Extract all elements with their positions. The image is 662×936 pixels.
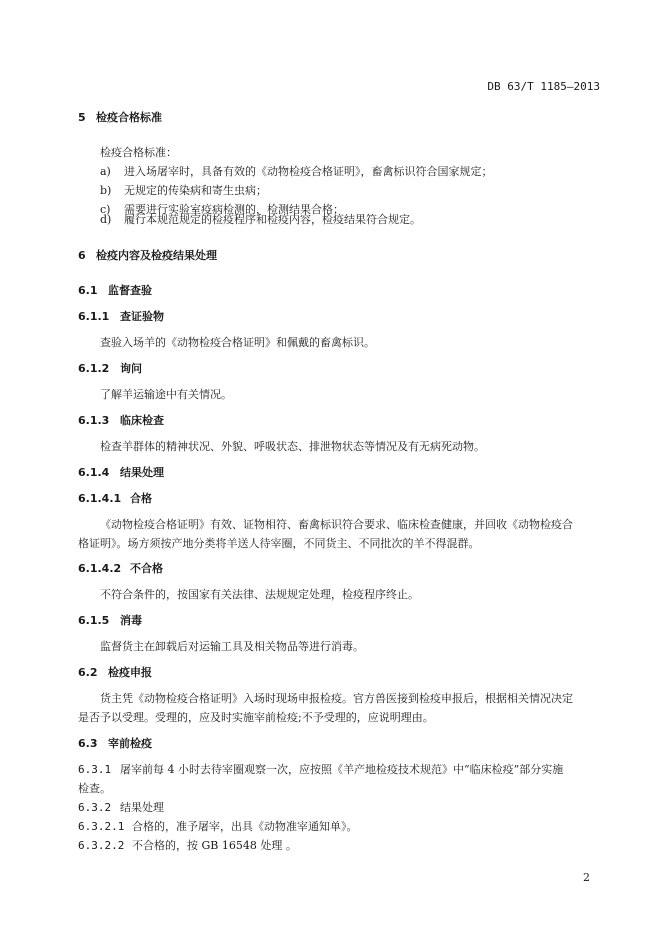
list-marker: c) xyxy=(100,203,111,216)
section-6-1-4-2-heading xyxy=(78,560,163,576)
paragraph: 监督货主在卸载后对运输工具及相关物品等进行消毒。 xyxy=(100,640,364,653)
section-6-1-4-1-heading xyxy=(78,490,152,506)
section-6-1-1-heading xyxy=(78,308,164,324)
clause-6-3-2-1 xyxy=(78,818,358,834)
section-number: 6.1 xyxy=(78,284,98,297)
document-code: DB 63/T 1185—2013 xyxy=(487,80,600,93)
section-title: 合格 xyxy=(130,492,152,505)
section-6-1-4-heading xyxy=(78,464,164,480)
clause-title: 结果处理 xyxy=(120,801,164,814)
section-5-heading xyxy=(78,109,162,125)
section-6-1-2-heading xyxy=(78,360,142,376)
paragraph: 不符合条件的，按国家有关法律、法规规定处理，检疫程序终止。 xyxy=(100,588,419,601)
clause-text: 不合格的，按 GB 16548 处理 。 xyxy=(132,839,297,852)
section-number: 6.1.5 xyxy=(78,614,110,627)
clause-6-3-1 xyxy=(78,761,563,777)
paragraph-line: 《动物检疫合格证明》有效、证物相符、畜禽标识符合要求、临床检查健康，并回收《动物检疫合 xyxy=(100,518,573,531)
paragraph: 检查羊群体的精神状况、外貌、呼吸状态、排泄物状态等情况及有无病死动物。 xyxy=(100,440,485,453)
section-number: 6.1.3 xyxy=(78,414,110,427)
section-6-1-5-heading xyxy=(78,612,142,628)
list-marker: b) xyxy=(100,184,112,197)
list-item xyxy=(100,163,493,179)
clause-number: 6.3.2.2 xyxy=(78,839,125,852)
section-title: 宰前检疫 xyxy=(108,737,152,750)
section-title: 不合格 xyxy=(130,562,163,575)
clause-number: 6.3.1 xyxy=(78,763,112,776)
section-6-3-heading xyxy=(78,735,152,751)
section-number: 6.1.4.2 xyxy=(78,562,122,575)
clause-text: 合格的，准予屠宰，出具《动物准宰通知单》。 xyxy=(132,820,358,833)
section-6-heading xyxy=(78,247,217,263)
paragraph-line: 是否予以受理。受理的，应及时实施宰前检疫;不予受理的，应说明理由。 xyxy=(78,711,434,724)
section-title: 询问 xyxy=(120,362,142,375)
section-number: 6.1.4 xyxy=(78,466,110,479)
list-text: 进入场屠宰时，具备有效的《动物检疫合格证明》，畜禽标识符合国家规定； xyxy=(124,165,493,178)
section-number: 6.2 xyxy=(78,666,98,679)
section-number: 6.1.2 xyxy=(78,362,110,375)
section-number: 6.3 xyxy=(78,737,98,750)
paragraph-line: 货主凭《动物检疫合格证明》入场时现场申报检疫。官方兽医接到检疫申报后，根据相关情况决定 xyxy=(100,692,573,705)
section-5-intro: 检疫合格标准： xyxy=(100,146,177,159)
clause-6-3-2-2 xyxy=(78,837,297,853)
page-number: 2 xyxy=(583,871,590,884)
clause-number: 6.3.2.1 xyxy=(78,820,125,833)
list-text: 无规定的传染病和寄生虫病； xyxy=(124,184,267,197)
section-6-2-heading xyxy=(78,664,152,680)
clause-number: 6.3.2 xyxy=(78,801,112,814)
list-item xyxy=(100,211,421,227)
list-text: 履行本规范规定的检疫程序和检疫内容，检疫结果符合规定。 xyxy=(124,213,421,226)
list-text: 需要进行实验室疫病检测的，检测结果合格； xyxy=(124,203,344,216)
section-title: 查证验物 xyxy=(120,310,164,323)
list-marker: d) xyxy=(100,213,112,226)
paragraph-line: 格证明》。场方须按产地分类将羊送人待宰圈，不同货主、不同批次的羊不得混群。 xyxy=(78,537,480,550)
section-6-1-heading xyxy=(78,282,152,298)
section-number: 6 xyxy=(78,249,86,262)
section-title: 监督查验 xyxy=(108,284,152,297)
section-title: 检疫合格标准 xyxy=(96,111,162,124)
section-6-1-3-heading xyxy=(78,412,164,428)
list-marker: a) xyxy=(100,165,111,178)
list-item xyxy=(100,182,267,198)
section-number: 6.1.1 xyxy=(78,310,110,323)
clause-text: 屠宰前每 4 小时去待宰圈观察一次，应按照《羊产地检疫技术规范》中“临床检疫”部分实施 xyxy=(120,763,564,776)
paragraph-line: 检查。 xyxy=(78,782,111,795)
section-title: 检疫申报 xyxy=(108,666,152,679)
section-title: 检疫内容及检疫结果处理 xyxy=(96,249,217,262)
section-title: 结果处理 xyxy=(120,466,164,479)
section-title: 消毒 xyxy=(120,614,142,627)
section-number: 5 xyxy=(78,111,86,124)
section-title: 临床检查 xyxy=(120,414,164,427)
section-number: 6.1.4.1 xyxy=(78,492,122,505)
paragraph: 查验入场羊的《动物检疫合格证明》和佩戴的畜禽标识。 xyxy=(100,336,375,349)
clause-6-3-2 xyxy=(78,799,164,815)
paragraph: 了解羊运输途中有关情况。 xyxy=(100,388,232,401)
